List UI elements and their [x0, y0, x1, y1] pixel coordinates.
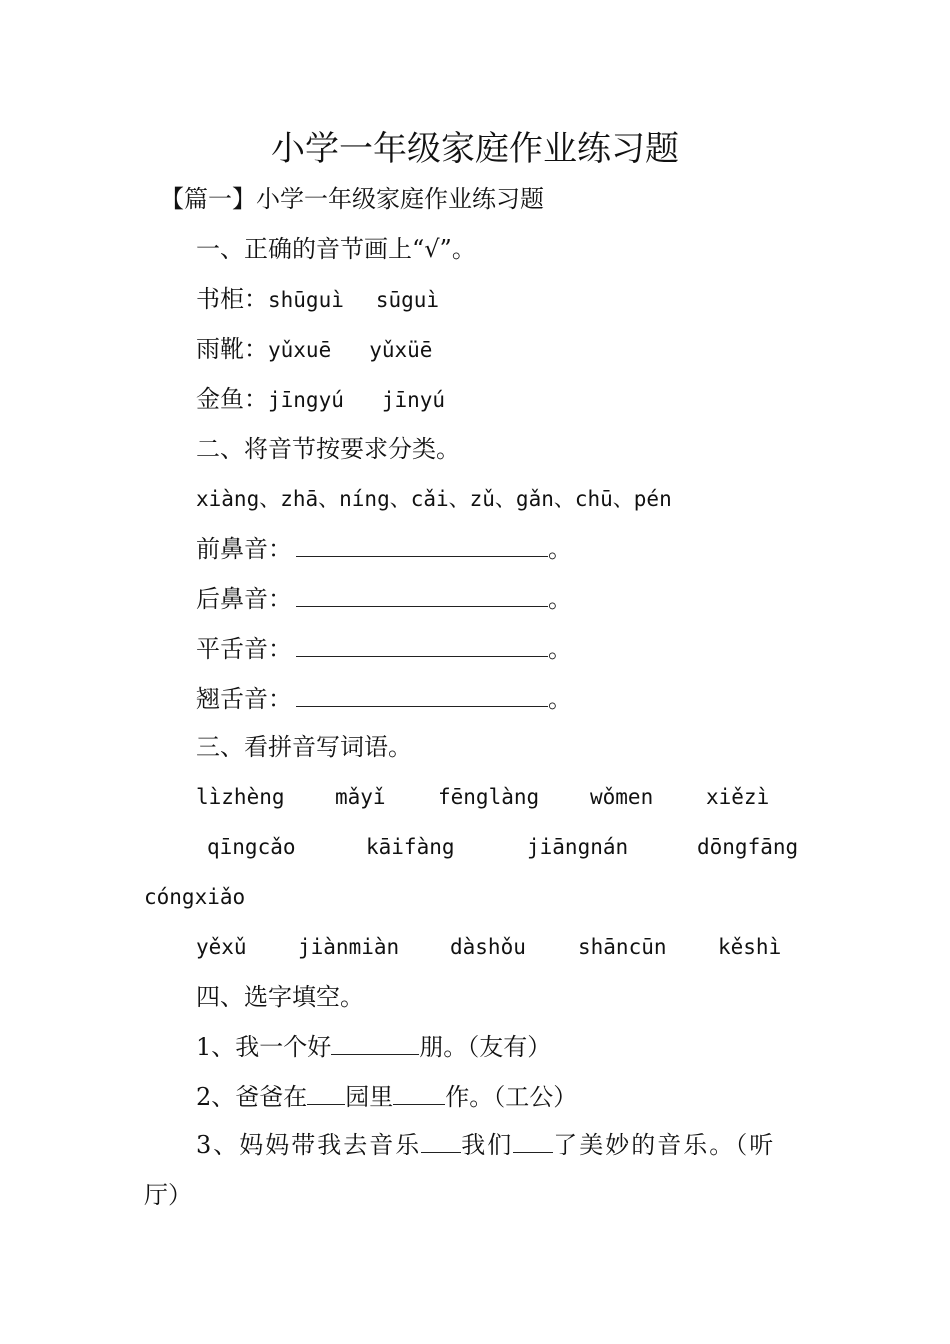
s2-row-4-label: 翘舌音： — [196, 685, 292, 713]
pinyin-word: wǒmen — [590, 785, 654, 809]
s4-q2-text-a: 2、爸爸在 — [196, 1083, 308, 1111]
pinyin-word: kāifàng — [366, 835, 455, 859]
s4-q3-blank-2[interactable] — [513, 1130, 553, 1153]
s4-q2-text-c: 作。（工公） — [445, 1083, 578, 1111]
pinyin-word: mǎyǐ — [335, 785, 386, 809]
s1-row-2-word: 雨靴： — [196, 335, 268, 363]
s4-q3-text-a: 3、妈妈带我去音乐 — [196, 1131, 422, 1159]
s2-row-retroflex — [196, 682, 572, 716]
s1-row-3-option-b: jīnyú — [381, 388, 446, 412]
pinyin-word: jiāngnán — [527, 835, 629, 859]
s1-row-1-option-b: sūguì — [375, 288, 440, 312]
s4-question-2 — [196, 1080, 577, 1114]
s4-q1-blank[interactable] — [331, 1032, 419, 1055]
s2-row-4-answer-blank[interactable] — [296, 684, 548, 707]
s2-syllables: xiàng、zhā、níng、cǎi、zǔ、gǎn、chū、pén — [196, 487, 672, 511]
s2-row-2-answer-blank[interactable] — [296, 584, 548, 607]
s1-row-3-option-a: jīngyú — [268, 388, 344, 412]
s4-q3-text-c: 了美妙的音乐。（听 — [553, 1131, 776, 1159]
pinyin-word: xiězì — [706, 785, 770, 809]
s4-question-3 — [196, 1128, 775, 1162]
pinyin-word: kěshì — [718, 935, 782, 959]
s2-row-flat-tongue — [196, 632, 572, 666]
s4-q1-text-b: 朋。（友有） — [419, 1033, 552, 1061]
s2-row-1-answer-blank[interactable] — [296, 534, 548, 557]
s2-row-back-nasal — [196, 582, 572, 616]
s4-q2-blank-2[interactable] — [393, 1082, 445, 1105]
s1-row-2 — [196, 332, 432, 367]
s4-q2-text-b: 园里 — [345, 1083, 394, 1111]
s4-question-1 — [196, 1030, 551, 1064]
s2-row-1-label: 前鼻音： — [196, 535, 292, 563]
section-4-heading: 四、选字填空。 — [196, 983, 364, 1011]
pinyin-word: yěxǔ — [196, 935, 247, 959]
section-3-heading: 三、看拼音写词语。 — [196, 733, 412, 761]
s4-q3-continuation: 厅） — [144, 1181, 192, 1209]
s2-row-4-period: 。 — [548, 685, 572, 713]
s2-row-front-nasal — [196, 532, 572, 566]
s1-row-1-word: 书柜： — [196, 285, 268, 313]
section-subtitle: 【篇一】小学一年级家庭作业练习题 — [160, 185, 544, 213]
s4-q3-blank-1[interactable] — [421, 1130, 461, 1153]
s4-q1-text-a: 1、我一个好 — [196, 1033, 332, 1061]
section-2-heading: 二、将音节按要求分类。 — [196, 435, 460, 463]
pinyin-word: dàshǒu — [450, 935, 526, 959]
section-1-heading: 一、正确的音节画上“√”。 — [196, 235, 476, 263]
s1-row-3 — [196, 382, 445, 417]
s2-row-3-label: 平舌音： — [196, 635, 292, 663]
s1-row-1 — [196, 282, 439, 317]
s2-row-3-period: 。 — [548, 635, 572, 663]
s2-row-1-period: 。 — [548, 535, 572, 563]
s2-row-2-label: 后鼻音： — [196, 585, 292, 613]
pinyin-word: shāncūn — [578, 935, 667, 959]
s2-row-2-period: 。 — [548, 585, 572, 613]
pinyin-word: dōngfāng — [697, 835, 799, 859]
s4-q3-text-b: 我们 — [461, 1131, 514, 1159]
s1-row-1-option-a: shūguì — [268, 288, 344, 312]
s4-q2-blank-1[interactable] — [307, 1082, 345, 1105]
pinyin-word: lìzhèng — [196, 785, 285, 809]
pinyin-word: jiànmiàn — [298, 935, 400, 959]
pinyin-word: qīngcǎo — [207, 835, 296, 859]
s2-row-3-answer-blank[interactable] — [296, 634, 548, 657]
page-title: 小学一年级家庭作业练习题 — [271, 129, 679, 169]
pinyin-word: cóngxiǎo — [144, 885, 246, 909]
s1-row-2-option-b: yǔxüē — [369, 338, 433, 362]
s1-row-2-option-a: yǔxuē — [268, 338, 332, 362]
pinyin-word: fēnglàng — [438, 785, 540, 809]
s1-row-3-word: 金鱼： — [196, 385, 268, 413]
